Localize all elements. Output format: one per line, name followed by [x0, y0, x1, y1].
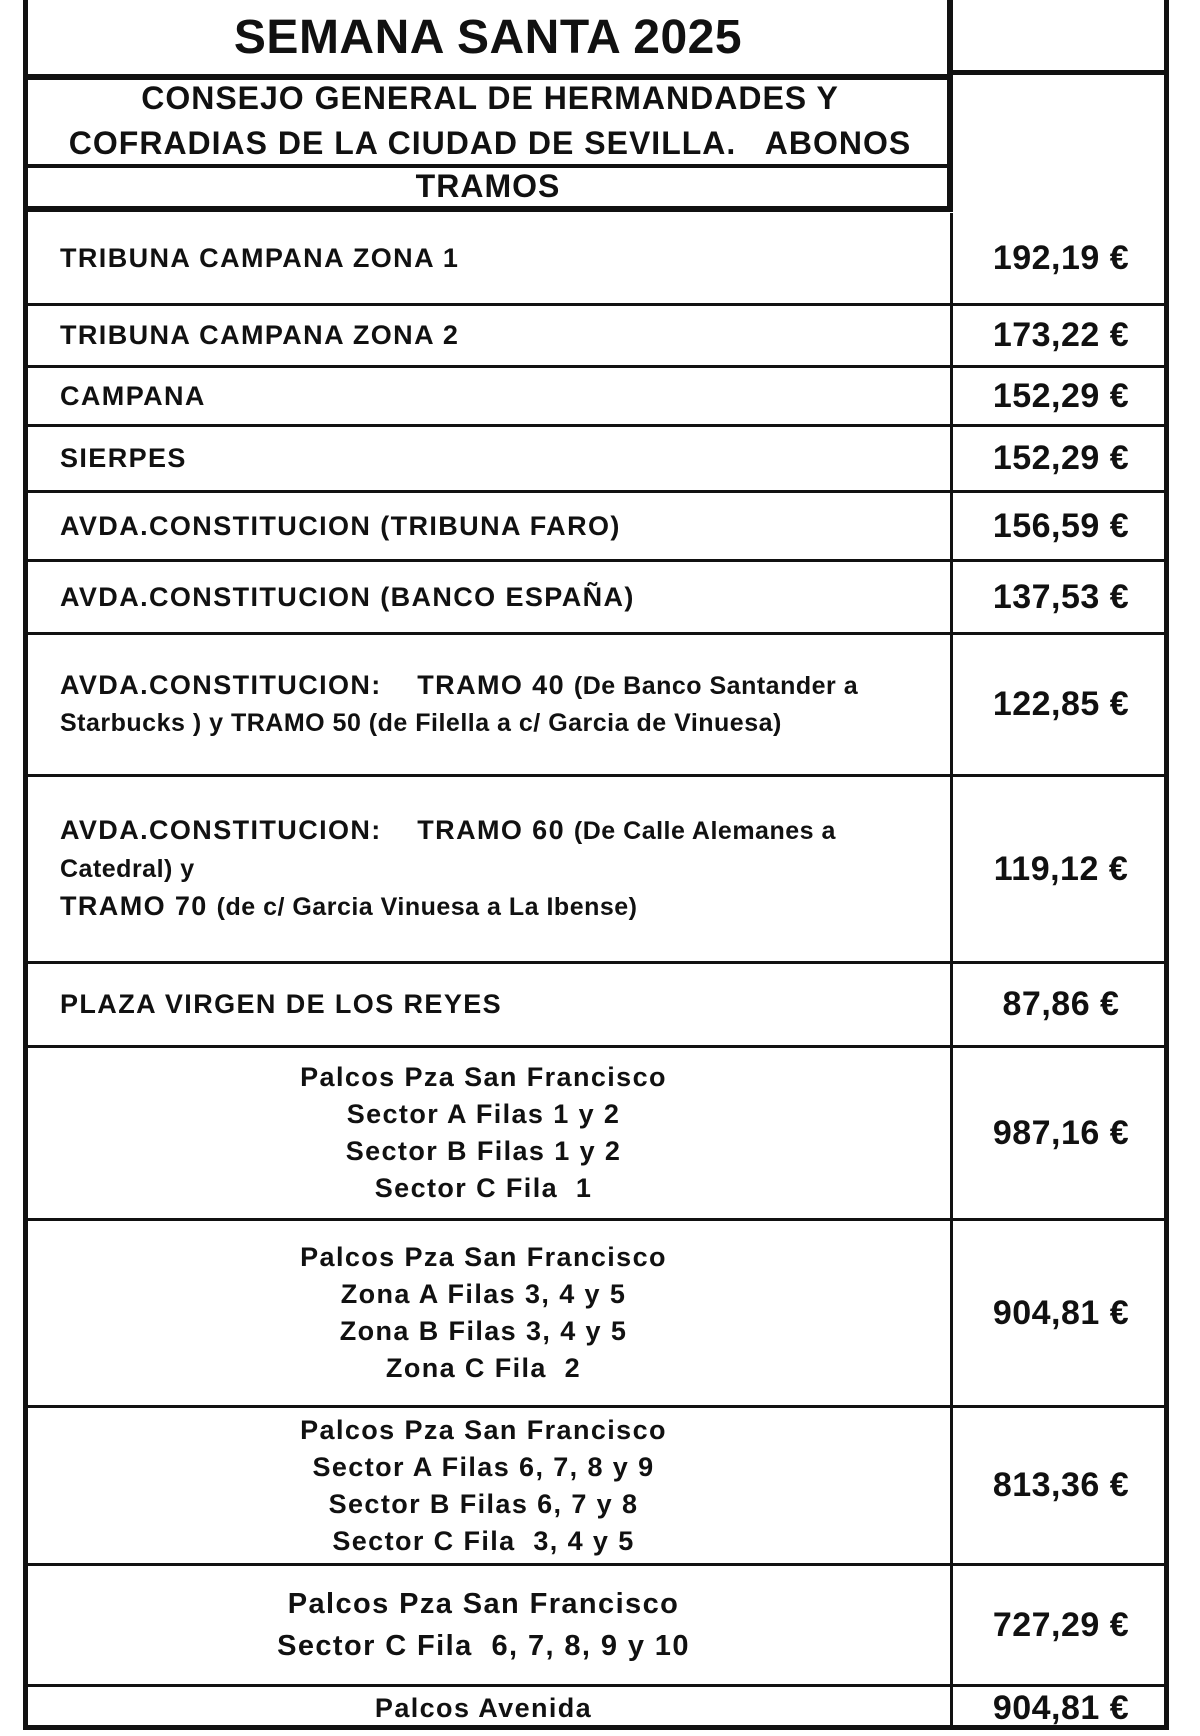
price-value: 119,12 € [993, 849, 1129, 888]
tramo-label: AVDA.CONSTITUCION: TRAMO 40 [60, 670, 574, 700]
table-row [23, 1048, 1169, 1221]
table-row [23, 635, 1169, 777]
row-label-line: Sector C Fila 3, 4 y 5 [332, 1525, 635, 1556]
row-label-line: Sector C Fila 6, 7, 8, 9 y 10 [277, 1630, 690, 1662]
table-row [23, 306, 1169, 368]
tramo-detail: (De Banco Santander a [573, 672, 859, 700]
price-value: 904,81 € [992, 1689, 1130, 1727]
row-label: Palcos Avenida [23, 1687, 953, 1730]
price-value: 173,22 € [992, 316, 1130, 354]
row-label [23, 1048, 953, 1218]
table-row [23, 368, 1169, 427]
row-price [953, 306, 1169, 365]
row-label: AVDA.CONSTITUCION (BANCO ESPAÑA) [23, 562, 953, 632]
price-value: 904,81 € [992, 1293, 1130, 1332]
price-value: 156,59 € [992, 506, 1130, 545]
row-price [953, 1566, 1169, 1684]
price-value: 813,36 € [992, 1466, 1130, 1504]
row-price [953, 1048, 1169, 1218]
row-label-line: Zona C Fila 2 [385, 1353, 582, 1383]
tramo-detail: (De Calle Alemanes a Catedral) y [60, 817, 836, 883]
price-value: 137,53 € [992, 577, 1130, 616]
price-value: 727,29 € [992, 1605, 1130, 1644]
price-value: 152,29 € [992, 376, 1130, 415]
row-label-line: Sector C Fila 1 [374, 1173, 593, 1203]
row-label [23, 635, 953, 774]
row-label: CAMPANA [23, 368, 953, 424]
table-row [23, 1408, 1169, 1566]
row-label-line: Palcos Pza San Francisco [300, 1414, 667, 1445]
table-row [23, 493, 1169, 562]
page-title: SEMANA SANTA 2025 [233, 11, 743, 64]
table-row [23, 562, 1169, 635]
row-label-line: Palcos Pza San Francisco [287, 1588, 680, 1620]
row-label: TRIBUNA CAMPANA ZONA 2 [23, 306, 953, 365]
table-row [23, 213, 1169, 306]
row-price [953, 213, 1169, 303]
divider [953, 70, 1169, 75]
organization-line: CONSEJO GENERAL DE HERMANDADES Y [141, 80, 839, 116]
row-label [23, 1566, 953, 1684]
row-label-line: Zona A Filas 3, 4 y 5 [340, 1279, 627, 1309]
tramo-detail: Starbucks ) y TRAMO 50 (de Filella a c/ Garcia de Vinuesa) [60, 709, 782, 737]
row-price [953, 1221, 1169, 1405]
row-price [953, 635, 1169, 774]
row-price [953, 1687, 1169, 1730]
row-price [953, 1408, 1169, 1563]
row-price [953, 427, 1169, 490]
price-value: 87,86 € [1002, 985, 1120, 1023]
price-value: 987,16 € [992, 1113, 1130, 1152]
table-row [23, 427, 1169, 493]
tramo-detail: (de c/ Garcia Vinuesa a La Ibense) [216, 893, 638, 921]
row-label [23, 1408, 953, 1563]
section-subtitle: TRAMOS [415, 168, 561, 204]
price-value: 152,29 € [992, 439, 1130, 477]
row-price [953, 562, 1169, 632]
row-label: SIERPES [23, 427, 953, 490]
row-label-line: Palcos Pza San Francisco [300, 1242, 667, 1272]
table-row [23, 1566, 1169, 1687]
table-row [23, 1221, 1169, 1408]
tramo-label: TRAMO 70 [60, 891, 217, 921]
row-label-line: Sector B Filas 6, 7 y 8 [328, 1488, 639, 1519]
organization-name [30, 76, 950, 166]
row-label: PLAZA VIRGEN DE LOS REYES [23, 964, 953, 1045]
row-price [953, 493, 1169, 559]
row-label-line: Sector A Filas 6, 7, 8 y 9 [312, 1451, 655, 1482]
row-price [953, 964, 1169, 1045]
table-row [23, 777, 1169, 964]
row-label-line: Palcos Pza San Francisco [300, 1062, 667, 1092]
tramo-label: AVDA.CONSTITUCION: TRAMO 60 [60, 815, 574, 845]
price-value: 192,19 € [992, 238, 1130, 277]
table-row [23, 1687, 1169, 1730]
row-price [953, 368, 1169, 424]
row-label: AVDA.CONSTITUCION (TRIBUNA FARO) [23, 493, 953, 559]
row-label: TRIBUNA CAMPANA ZONA 1 [23, 213, 953, 303]
row-label-line: Zona B Filas 3, 4 y 5 [339, 1316, 628, 1346]
organization-line: COFRADIAS DE LA CIUDAD DE SEVILLA. ABONOS [68, 125, 912, 161]
row-label-line: Sector A Filas 1 y 2 [346, 1099, 621, 1129]
price-value: 122,85 € [992, 685, 1130, 723]
row-price [953, 777, 1169, 961]
row-label-line: Sector B Filas 1 y 2 [345, 1136, 622, 1166]
table-row [23, 964, 1169, 1048]
row-label [23, 777, 953, 961]
row-label [23, 1221, 953, 1405]
